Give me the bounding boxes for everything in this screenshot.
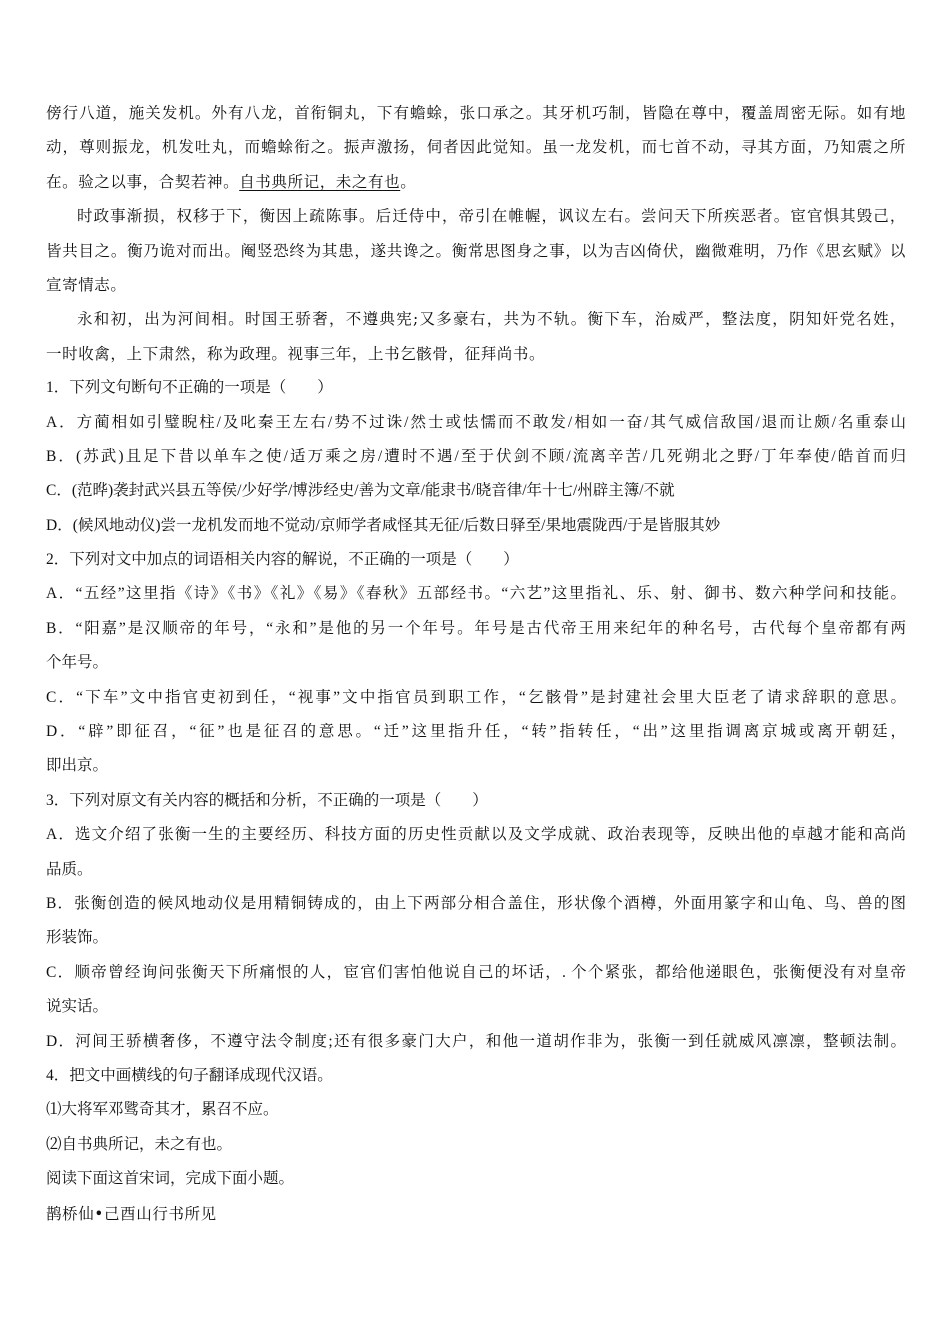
passage-line-3-start: 在。验之以事，合契若神。	[46, 172, 240, 191]
question-3-stem: 3．下列对原文有关内容的概括和分析，不正确的一项是（ ）	[46, 791, 488, 809]
question-3-option-c-line-2: 说实话。	[46, 998, 109, 1016]
passage-line-1: 傍行八道，施关发机。外有八龙，首衔铜丸，下有蟾蜍，张口承之。其牙机巧制，皆隐在尊中，覆盖周密无际。如有地	[46, 104, 906, 122]
question-4-item-1: ⑴大将军邓骘奇其才，累召不应。	[46, 1101, 279, 1119]
question-3-option-d: D．河间王骄横奢侈，不遵守法令制度;还有很多豪门大户，和他一道胡作非为，张衡一到任就威风凛凛，整顿法制。	[46, 1032, 906, 1050]
passage-paragraph-2-line-1: 时政事渐损，权移于下，衡因上疏陈事。后迁侍中，帝引在帷幄，讽议左右。尝问天下所疾恶者。宦官惧其毁己，	[77, 207, 906, 226]
passage-paragraph-2-line-2: 皆共目之。衡乃诡对而出。阉竖恐终为其患，遂共谗之。衡常思图身之事，以为吉凶倚伏，幽微难明，乃作《思玄赋》以	[46, 241, 906, 260]
question-2-option-b-line-2: 个年号。	[46, 654, 109, 672]
passage-paragraph-3-line-2: 一时收禽，上下肃然，称为政理。视事三年，上书乞骸骨，征拜尚书。	[46, 344, 546, 363]
passage-line-2: 动，尊则振龙，机发吐丸，而蟾蜍衔之。振声激扬，伺者因此觉知。虽一龙发机，而七首不动，寻其方面，乃知震之所	[46, 138, 906, 157]
question-1-option-c: C．(范晔)袭封武兴县五等侯/少好学/博涉经史/善为文章/能隶书/晓音律/年十七/州辟主簿/不就	[46, 482, 675, 500]
question-3-option-c-line-1: C．顺帝曾经询问张衡天下所痛恨的人，宦官们害怕他说自己的坏话，. 个个紧张，都给他递眼色，张衡便没有对皇帝	[46, 963, 906, 981]
question-3-option-b-line-1: B．张衡创造的候风地动仪是用精铜铸成的，由上下两部分相合盖住，形状像个酒樽，外面用篆字和山龟、鸟、兽的图	[46, 894, 906, 912]
question-3-option-b-line-2: 形装饰。	[46, 929, 109, 947]
question-3-option-a-line-1: A．选文介绍了张衡一生的主要经历、科技方面的历史性贡献以及文学成就、政治表现等，反映出他的卓越才能和高尚	[46, 826, 906, 844]
question-2-option-a: A．“五经”这里指《诗》《书》《礼》《易》《春秋》五部经书。“六艺”这里指礼、乐、射、御书、数六种学问和技能。	[46, 585, 906, 603]
question-4-stem: 4．把文中画横线的句子翻译成现代汉语。	[46, 1066, 333, 1084]
document-content	[46, 96, 906, 1231]
question-4-item-2: ⑵自书典所记，未之有也。	[46, 1135, 233, 1153]
question-2-option-d-line-1: D．“辟”即征召，“征”也是征召的意思。“迁”这里指升任，“转”指转任，“出”这里指调离京城或离开朝廷，	[46, 723, 906, 741]
poem-title: 鹊桥仙•己酉山行书所见	[46, 1204, 217, 1223]
reading-instruction: 阅读下面这首宋词，完成下面小题。	[46, 1170, 295, 1188]
question-2-option-c: C．“下车”文中指官吏初到任，“视事”文中指官员到职工作，“乞骸骨”是封建社会里大臣老了请求辞职的意思。	[46, 688, 906, 706]
question-2-stem: 2．下列对文中加点的词语相关内容的解说，不正确的一项是（ ）	[46, 551, 519, 569]
question-2-option-b-line-1: B．“阳嘉”是汉顺帝的年号，“永和”是他的另一个年号。年号是古代帝王用来纪年的种名号，古代每个皇帝都有两	[46, 619, 906, 637]
passage-line-3	[46, 165, 906, 199]
underlined-sentence: 自书典所记，未之有也	[239, 172, 401, 191]
question-1-option-a: A．方蔺相如引璧睨柱/及叱秦王左右/势不过诛/然士或怯懦而不敢发/相如一奋/其气威信敌国/退而让颇/名重泰山	[46, 413, 906, 431]
question-1-option-d: D．(候风地动仪)尝一龙机发而地不觉动/京师学者咸怪其无征/后数日驿至/果地震陇西/于是皆服其妙	[46, 516, 721, 534]
passage-paragraph-3-line-1: 永和初，出为河间相。时国王骄奢，不遵典宪;又多豪右，共为不轨。衡下车，治威严，整法度，阴知奸党名姓，	[77, 310, 906, 329]
question-1-option-b: B．(苏武)且足下昔以单车之使/适万乘之房/遭时不遇/至于伏剑不顾/流离辛苦/几死朔北之野/丁年奉使/皓首而归	[46, 447, 906, 465]
question-2-option-d-line-2: 即出京。	[46, 757, 109, 775]
question-3-option-a-line-2: 品质。	[46, 860, 93, 878]
passage-line-3-end: 。	[400, 172, 417, 191]
question-1-stem: 1．下列文句断句不正确的一项是（ ）	[46, 379, 333, 397]
passage-paragraph-2-line-3: 宣寄情志。	[46, 275, 127, 294]
